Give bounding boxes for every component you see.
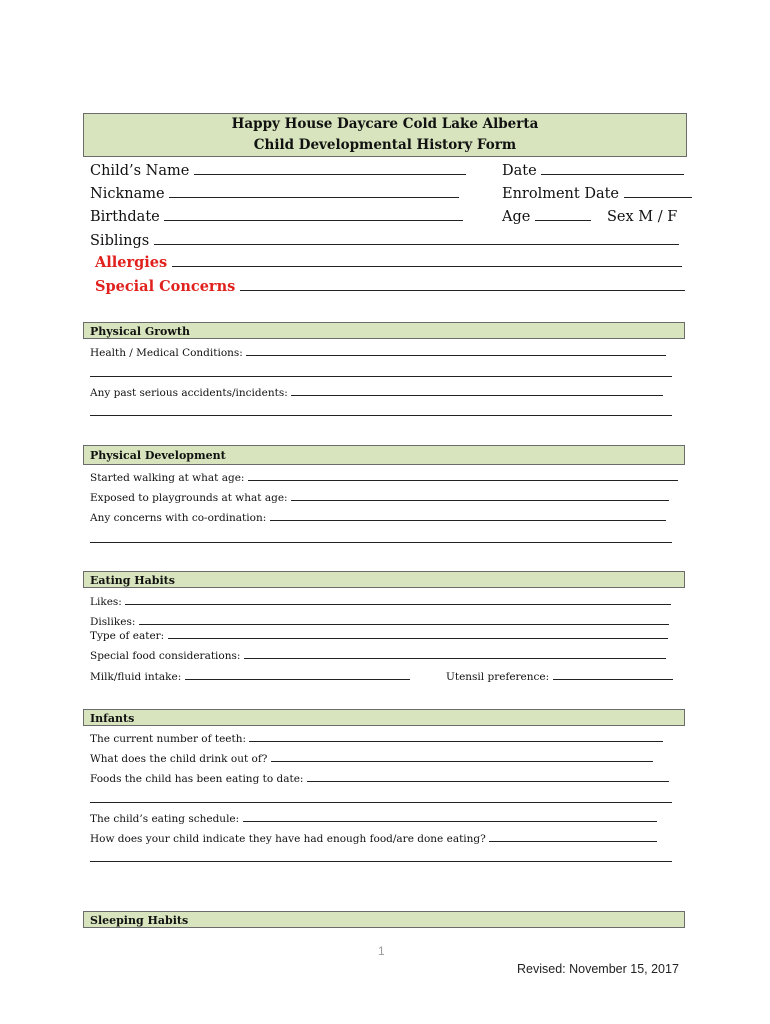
- playgrounds-field[interactable]: [291, 491, 669, 501]
- coordination-label: Any concerns with co-ordination:: [90, 512, 270, 524]
- health-row: [90, 345, 666, 361]
- birthdate-row: [90, 205, 463, 229]
- date-row: [502, 159, 684, 183]
- section-eating-habits: Eating Habits: [83, 571, 685, 588]
- foods-continuation-row: [90, 792, 672, 808]
- special-concerns-row: [95, 275, 685, 299]
- drink-label: What does the child drink out of?: [90, 753, 271, 765]
- accidents-row: [90, 385, 663, 401]
- birthdate-label: Birthdate: [90, 209, 160, 225]
- allergies-row: [95, 251, 682, 275]
- enough-food-row: [90, 831, 657, 847]
- form-title: Child Developmental History Form: [253, 137, 517, 153]
- schedule-row: [90, 811, 657, 827]
- milk-field[interactable]: [185, 670, 410, 680]
- foods-row: [90, 771, 669, 787]
- date-label: Date: [502, 163, 537, 179]
- section-infants: Infants: [83, 709, 685, 726]
- coordination-field[interactable]: [270, 511, 666, 521]
- utensil-field[interactable]: [553, 670, 673, 680]
- siblings-label: Siblings: [90, 233, 150, 249]
- special-food-field[interactable]: [244, 649, 666, 659]
- walking-row: [90, 470, 678, 486]
- coordination-continuation-field[interactable]: [90, 533, 672, 543]
- age-field[interactable]: [535, 208, 591, 221]
- coordination-row: [90, 510, 666, 526]
- enough-food-field[interactable]: [489, 832, 657, 842]
- utensil-row: [446, 669, 673, 685]
- enrolment-date-label: Enrolment Date: [502, 186, 620, 202]
- milk-label: Milk/fluid intake:: [90, 671, 182, 683]
- section-physical-development: Physical Development: [83, 445, 685, 465]
- health-field[interactable]: [246, 346, 666, 356]
- walking-field[interactable]: [248, 471, 678, 481]
- eater-type-label: Type of eater:: [90, 630, 168, 642]
- age-row: [502, 205, 591, 229]
- enough-food-label: How does your child indicate they have had enough food/are done eating?: [90, 833, 490, 845]
- schedule-label: The child’s eating schedule:: [90, 813, 243, 825]
- playgrounds-label: Exposed to playgrounds at what age:: [90, 492, 291, 504]
- birthdate-field[interactable]: [164, 208, 463, 221]
- drink-row: [90, 751, 653, 767]
- allergies-field[interactable]: [172, 254, 682, 267]
- nickname-label: Nickname: [90, 186, 165, 202]
- special-food-row: [90, 648, 666, 664]
- likes-label: Likes:: [90, 596, 126, 608]
- page-number: 1: [378, 944, 385, 958]
- siblings-field[interactable]: [154, 232, 679, 245]
- drink-field[interactable]: [271, 752, 653, 762]
- nickname-field[interactable]: [169, 185, 459, 198]
- schedule-field[interactable]: [243, 812, 657, 822]
- eater-type-field[interactable]: [168, 629, 668, 639]
- nickname-row: [90, 182, 459, 206]
- coordination-continuation-row: [90, 532, 672, 548]
- special-concerns-field[interactable]: [240, 278, 685, 291]
- milk-row: [90, 669, 410, 685]
- child-name-field[interactable]: [194, 162, 466, 175]
- walking-label: Started walking at what age:: [90, 472, 248, 484]
- teeth-field[interactable]: [249, 732, 663, 742]
- health-continuation-field[interactable]: [90, 367, 672, 377]
- accidents-continuation-row: [90, 405, 672, 421]
- allergies-label: Allergies: [95, 254, 168, 271]
- playgrounds-row: [90, 490, 669, 506]
- foods-label: Foods the child has been eating to date:: [90, 773, 307, 785]
- foods-field[interactable]: [307, 772, 669, 782]
- teeth-label: The current number of teeth:: [90, 733, 250, 745]
- enough-food-continuation-field[interactable]: [90, 852, 672, 862]
- dislikes-field[interactable]: [139, 615, 669, 625]
- daycare-name: Happy House Daycare Cold Lake Alberta: [231, 116, 539, 132]
- sex-row: [607, 205, 677, 229]
- revised-date: Revised: November 15, 2017: [517, 962, 679, 976]
- special-concerns-label: Special Concerns: [95, 278, 236, 295]
- eater-type-row: [90, 628, 668, 644]
- likes-field[interactable]: [125, 595, 671, 605]
- accidents-continuation-field[interactable]: [90, 406, 672, 416]
- enrolment-date-row: [502, 182, 692, 206]
- form-title-box: [83, 113, 687, 157]
- health-continuation-row: [90, 366, 672, 382]
- enrolment-date-field[interactable]: [624, 185, 692, 198]
- teeth-row: [90, 731, 663, 747]
- enough-food-continuation-row: [90, 851, 672, 867]
- section-sleeping-habits: Sleeping Habits: [83, 911, 685, 928]
- siblings-row: [90, 229, 679, 253]
- child-name-label: Child’s Name: [90, 163, 190, 179]
- accidents-label: Any past serious accidents/incidents:: [90, 387, 292, 399]
- accidents-field[interactable]: [291, 386, 663, 396]
- child-name-row: [90, 159, 466, 183]
- section-physical-growth: Physical Growth: [83, 322, 685, 339]
- dislikes-label: Dislikes:: [90, 616, 139, 628]
- health-label: Health / Medical Conditions:: [90, 347, 247, 359]
- utensil-label: Utensil preference:: [446, 671, 550, 683]
- likes-row: [90, 594, 671, 610]
- age-label: Age: [502, 209, 531, 225]
- foods-continuation-field[interactable]: [90, 793, 672, 803]
- special-food-label: Special food considerations:: [90, 650, 244, 662]
- date-field[interactable]: [541, 162, 684, 175]
- sex-label[interactable]: Sex M / F: [607, 209, 678, 225]
